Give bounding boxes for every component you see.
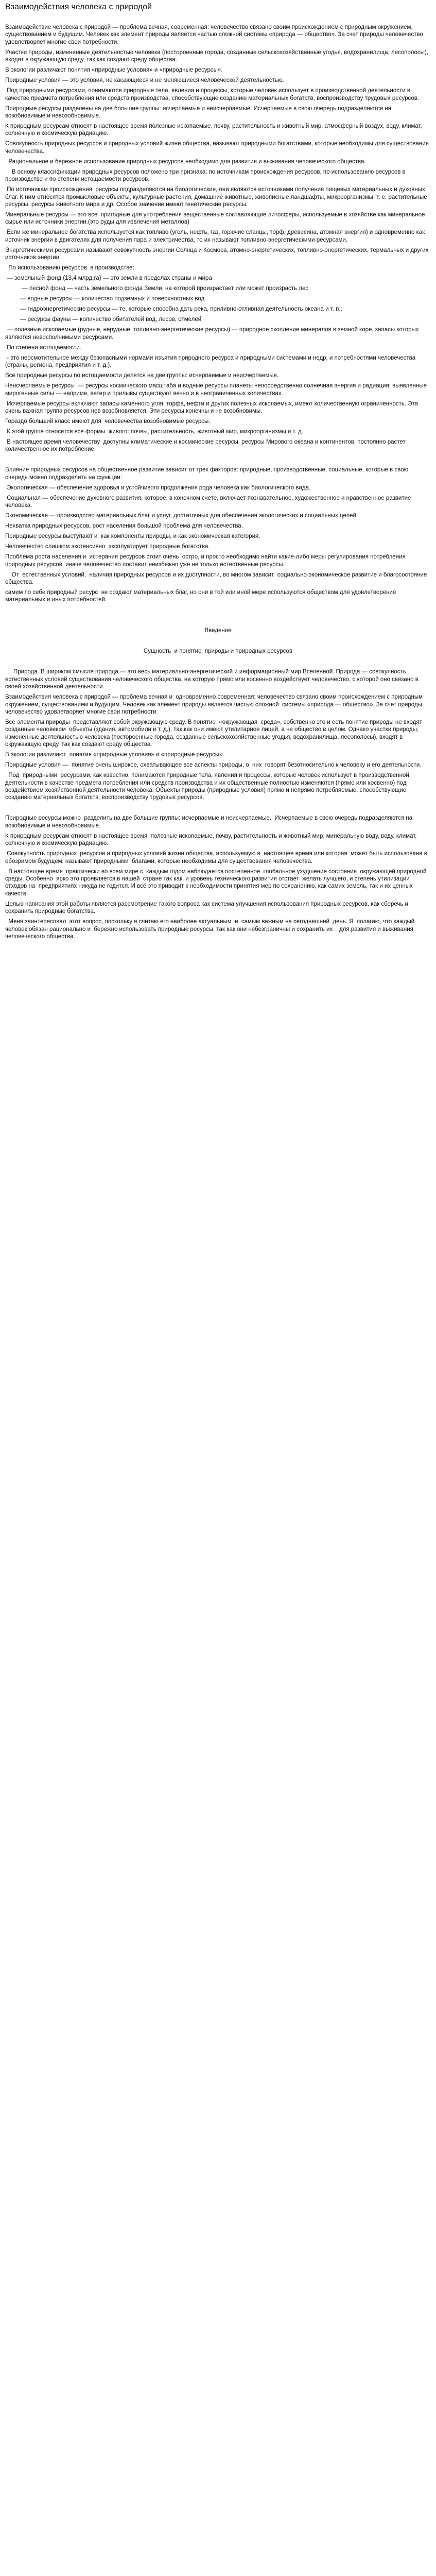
paragraph: К природным ресурсам относят в настоящее время полезные ископаемые, почву, растительность и животный мир, минеральную воду, воду, климат, солнечную и космическую радиацию. [5,833,418,847]
paragraph: В основу классификации природных ресурсов положено три признака: по источникам происхождения ресурсов, по использованию ресурсов в производстве и по степени истощаемости ресурсов. [5,168,407,183]
paragraph: Природные ресурсы выступают и как компоненты природы, и как экономическая категория. [5,533,260,540]
paragraph: К природным ресурсам относят в настоящее время полезные ископаемые, почву, растительность и животный мир, атмосферный воздух, воду, климат, солнечную и космическую радиацию. [5,123,424,137]
paragraph: Все природные ресурсы по истощаемости делятся на две группы: исчерпаемые и неисчерпаемые. [5,372,279,379]
paragraph: самим по себе природный ресурс не создают материальных благ, но они в той или иной мере используются обществом для удовлетворения материальных и иных потребностей. [5,589,398,603]
paragraph [5,804,431,811]
paragraph: Все элементы природы представляют собой окружающую среду. В понятие «окружающая среда», собственно это и есть понятие природы не входят созданные человеком объекты (здания, автомобили и т. д.), так как они имеют утилитарное лицей, а не общество в целом. Однако участки природы, измененные деятельностью человека (постороенные города, созданные сельскохозяйственные угодья, водохранилища, лесополосы), входят в окружающую среду, так как создают среду общества. [5,719,426,748]
paragraph: Взаимодействие человека с природой — проблема вечная, современная: человечество связано своим происхождением с природным окружением, существованием и будущим. Человек как элемент природы является частью сложной системы «природа — общество». За счет природы человечество удовлетворяет многие свои потребности. [5,24,425,45]
paragraph: Влияние природных ресурсов на общественное развитие зависит от трех факторов: природные, производственные, социальные, которые в свою очередь можно подразделить на функции: [5,467,410,481]
paragraph: Под природными ресурсами, как известно, понимаются природные тела, явления и процессы, которые человек использует в производственной деятельности в качестве предмета потребления или средств производства и их общественные полностью изменяются (прямо или косвенно) под воздействием хозяйственной деятельности человека. Объекты природы (природные условия) прямо и непрямо потребляемые, способствующие созданию материальных богатств, воспроизводству трудовых ресурсов. [5,772,411,801]
paragraph: Гораздо больший класс имеют для человечества возобновимые ресурсы. [5,418,211,425]
paragraph: В экологии различают понятия «природные условия» и «природные ресурсы». [5,67,223,74]
paragraph [5,617,431,624]
paragraph: Рациональное и бережное использование природных ресурсов необходимо для развития и выживания человеческого общества. [5,158,366,165]
paragraph [5,637,431,645]
paragraph: — лесной фонд — часть земельного фонда Земли, на которой произрастает или может произрасть лес [5,285,309,292]
paragraph: Меня заинтересовал этот вопрос, поскольку я считаю его наиболее актуальным и самым важным на сегодняшний день. Я полагаю, что каждый человек обязан рационально и бережно использовать природные ресурсы, так как они небезграничны и сохранить их для развития и выживания человеческого общества. [5,919,418,940]
paragraph: Под природными ресурсами, понимаются природные тела, явления и процессы, которые человек использует в производственной деятельности в качестве предмета потребления или средств производства, способствующие созданию материальных богатств, воспроизводству трудовых ресурсов. [5,88,420,101]
paragraph: — полезные ископаемые (рудные, нерудные, топливно-энергетические ресурсы) — природное скопление минералов в земной коре, запасы которых являются невосполнимыми ресурсами. [5,327,421,341]
section-heading: Введение [204,628,232,634]
paragraph [5,606,431,614]
paragraph: Целью написания этой работы является рассмотрение такого вопроса как система улучшения использования природных ресурсов, как сберечь и сохранить природные богатства. [5,901,410,915]
paragraph: Нехватка природных ресурсов, рост населения большой проблема для человечества. [5,523,243,530]
paragraph: Энергетическими ресурсами называют совокупность энергии Солнца и Космоса, атомно-энергетических, топливно-энергетических, термальных и других источников энергии. [5,247,430,261]
paragraph: Проблема роста населения и истерания ресурсов стоит очень остро, и просто необходимо найти какие-либо меры регулирования потребления природных ресурсов, иначе человечество поставит неизбежно уже не только естественные ресурсы. [5,554,407,568]
paragraph: Природные ресурсы можно разделить на две большие группы: исчерпаемые и неисчерпаемые. Исчерпаемые в свою очередь подразделяются на возобновимые и невозобновимые. [5,815,414,829]
paragraph [5,658,431,665]
page-title: Взаимодействия человека с природой [5,3,152,11]
paragraph: Минеральные ресурсы — это все пригодные для употребления вещественные составляющие литосферы, используемые в хозяйстве как минеральное сырье или источники энергии.(это руды для извлечения металлов) [5,212,428,226]
paragraph: — земельный фонд (13,4 млрд.га) — это земли в пределах страны и мира [5,275,212,282]
paragraph: Совокупность природных ресурсов и природных условий жизни общества, используемую в настоящее время или которая может быть использована в обозримом будущем, называют природными благами, которые необходимы для существования человечества. [5,851,429,865]
paragraph: Если же минеральное богатства используется как топливо (уголь, нефть, газ, горючие сланцы, торф, древесина, атомная энергия) и одновременно как источник энергии в двигателях для получения пара и электричества, то их называют топливно-энергетическими ресурсами. [5,229,427,243]
paragraph: Природные ресурсы разделены на две большие группы: исчерпаемые и неисчерпаемые. Исчерпаемые в свою очередь подразделяются на возобновимые и невозобновимые. [5,105,393,120]
paragraph: Человечество слишком экстенсивно эксплуатирует природные богатства. [5,544,210,550]
paragraph: В настоящее время практически во всем мире с каждым годом наблюдается постепенное глобальное ухудшение состояния окружающей природной среды. Особенно ярко это проявляется в нашей стране так как, и уровень технического развития отстает желать лучшего, и степень утилизации отходов на предприятиях никуда не годится. И всё это приводит к необходимости принятия мер по сохранению, как самих земель, так и их ценных качеств. [5,868,428,897]
paragraph: От естественных условий, наличия природных ресурсов и их доступности, во многом зависит социально-экономическое развитие и благосостояние общества. [5,571,429,585]
paragraph: — водные ресурсы — количество подземных и поверхностных вод [5,296,205,302]
paragraph: — ресурсы фауны — количество обитателей вод, лесов, отмелей [5,316,202,323]
paragraph: - это неосмотительное между безопасными нормами изъятия природного ресурса и природными системами и недр, и потребностями человечества (страны, региона, предприятия и т. д.). [5,354,417,369]
paragraph: Экономическая — производство материальных благ и услуг, достаточных для обеспечения экологических и социальных целей. [5,513,358,519]
document-page [0,0,436,958]
paragraph: Взаимодействия человека с природой — проблема вечная и одновременно современная: человечество связано своим происхождением с природным окружением, существованием и будущим. Человек как элемент природы является частью сложной системы «природа — общество». За счет природы человечество удовлетворяет многие свои потребности. [5,694,425,715]
paragraph: — гидроэнергетические ресурсы — те, которые способна дать река, приливно-отливная деятельность океана и т. п.; [5,306,342,313]
paragraph: В настоящее время человечеству доступны климатические и космические ресурсы, ресурсы Мирового океана и континентов, постоянно растет количественное их потребление. [5,438,407,453]
paragraph: Природа. В широком смысле природа — это весь материально-энергетический и информационный мир Вселенной. Природа — совокупность естественных условий существования человеческого общества, на которую прямо или косвенно воздействует человечество, с которой оно связано в своей хозяйственной деятельности. [5,669,421,690]
paragraph: По использованию ресурсов в производстве: [5,265,134,272]
paragraph: Природные условия — это условия, не касающиеся и не меняющиеся человеческой деятельностью. [5,77,284,84]
document-body [5,24,431,940]
paragraph: По источникам происхождения ресурсы подразделяются на биологические, они являются источниками получения пищевых материальных и духовных благ. К ним относятся промысловые объекты, культурные растения, домашние животные, живописные ландшафты, микроорганизмы, т. е. растительные ресурсы, ресурсы животного мира и др. Особое значение имеют генетические ресурсы. [5,187,429,208]
paragraph: Социальная — обеспечение духовного развития, которое, в конечном счете, включает познавательное, художественное и нравственное развитие человека. [5,495,413,509]
paragraph: В экологии различают понятия «природные условия» и «природные ресурсы». [5,752,224,758]
paragraph: Неисчерпаемые ресурсы — ресурсы космического масштаба и водные ресурсы планеты непосредственно солнечная энергия и радиация; выявленные мирогенные силы — наприме, ветер и прилывы существуют вечно и в неограниченных количествах. [5,383,429,397]
paragraph: Природные условия — понятие очень широкое, охватывающее все аспекты природы, о них говорят безотносительно к человеку и его деятельности. [5,762,422,769]
paragraph: Экологическая — обеспечение здоровья и устойчивого продолжения рода человека как биологического вида. [5,484,311,491]
paragraph: Участки природы, измененные деятельностью человека (постороенные города, созданные сельскохозяйственные угодья, водохранилища, лесополосы), входят в окружающую среду, так как создают среду общества. [5,49,430,63]
section-heading: Сущность и понятие природы и природных ресурсов [143,648,293,655]
paragraph: По степени истощаемости. [5,344,81,351]
paragraph: Исчерпаемые ресурсы включают запасы каменного угля, торфа, нефти и других полезных ископаемых, имеют количественную ограниченность. Эта очень важная группа ресурсов нев возобновляется. Эти ресурсы конечны и не возобновимы. [5,400,420,414]
paragraph: К этой группе относятся все формы живого: почвы, растительность, животный мир, микроорганизмы и т. д. [5,428,303,435]
paragraph [5,456,431,463]
paragraph: Совокупность природных ресурсов и природных условий жизни общества, называют природными богатствами, которые необходимы для существования человечества. [5,141,431,155]
